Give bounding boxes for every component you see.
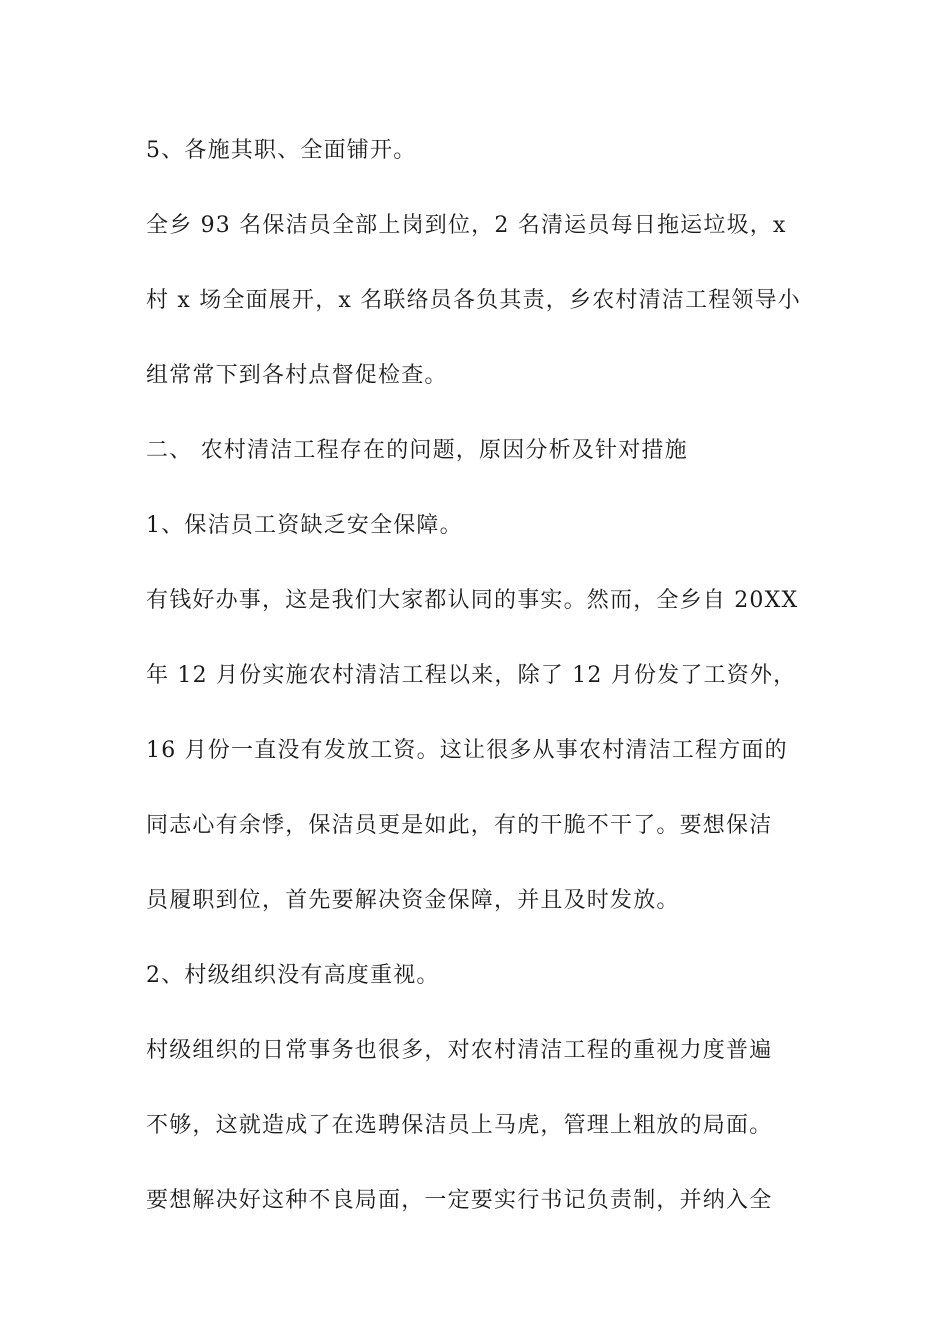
paragraph-line: 16 月份一直没有发放工资。这让很多从事农村清洁工程方面的 xyxy=(146,738,788,763)
paragraph-line: 村 x 场全面展开，x 名联络员各负其责，乡农村清洁工程领导小 xyxy=(146,288,801,313)
section-heading-2: 2、村级组织没有高度重视。 xyxy=(146,963,440,988)
paragraph-line: 全乡 93 名保洁员全部上岗到位，2 名清运员每日拖运垃圾，x xyxy=(146,213,787,238)
section-heading-5: 5、各施其职、全面铺开。 xyxy=(146,138,417,163)
paragraph-line: 年 12 月份实施农村清洁工程以来，除了 12 月份发了工资外， xyxy=(146,663,797,688)
paragraph-line: 不够，这就造成了在选聘保洁员上马虎，管理上粗放的局面。 xyxy=(146,1113,773,1138)
section-heading-1: 1、保洁员工资缺乏安全保障。 xyxy=(146,513,463,538)
paragraph-line: 要想解决好这种不良局面，一定要实行书记负责制，并纳入全 xyxy=(146,1188,773,1213)
paragraph-line: 村级组织的日常事务也很多，对农村清洁工程的重视力度普遍 xyxy=(146,1038,773,1063)
paragraph-line: 员履职到位，首先要解决资金保障，并且及时发放。 xyxy=(146,888,680,913)
chapter-heading-2: 二、 农村清洁工程存在的问题，原因分析及针对措施 xyxy=(146,438,688,463)
paragraph-line: 同志心有余悸，保洁员更是如此，有的干脆不干了。要想保洁 xyxy=(146,813,773,838)
paragraph-line: 有钱好办事，这是我们大家都认同的事实。然而，全乡自 20XX xyxy=(146,588,799,613)
paragraph-line: 组常常下到各村点督促检查。 xyxy=(146,363,448,388)
